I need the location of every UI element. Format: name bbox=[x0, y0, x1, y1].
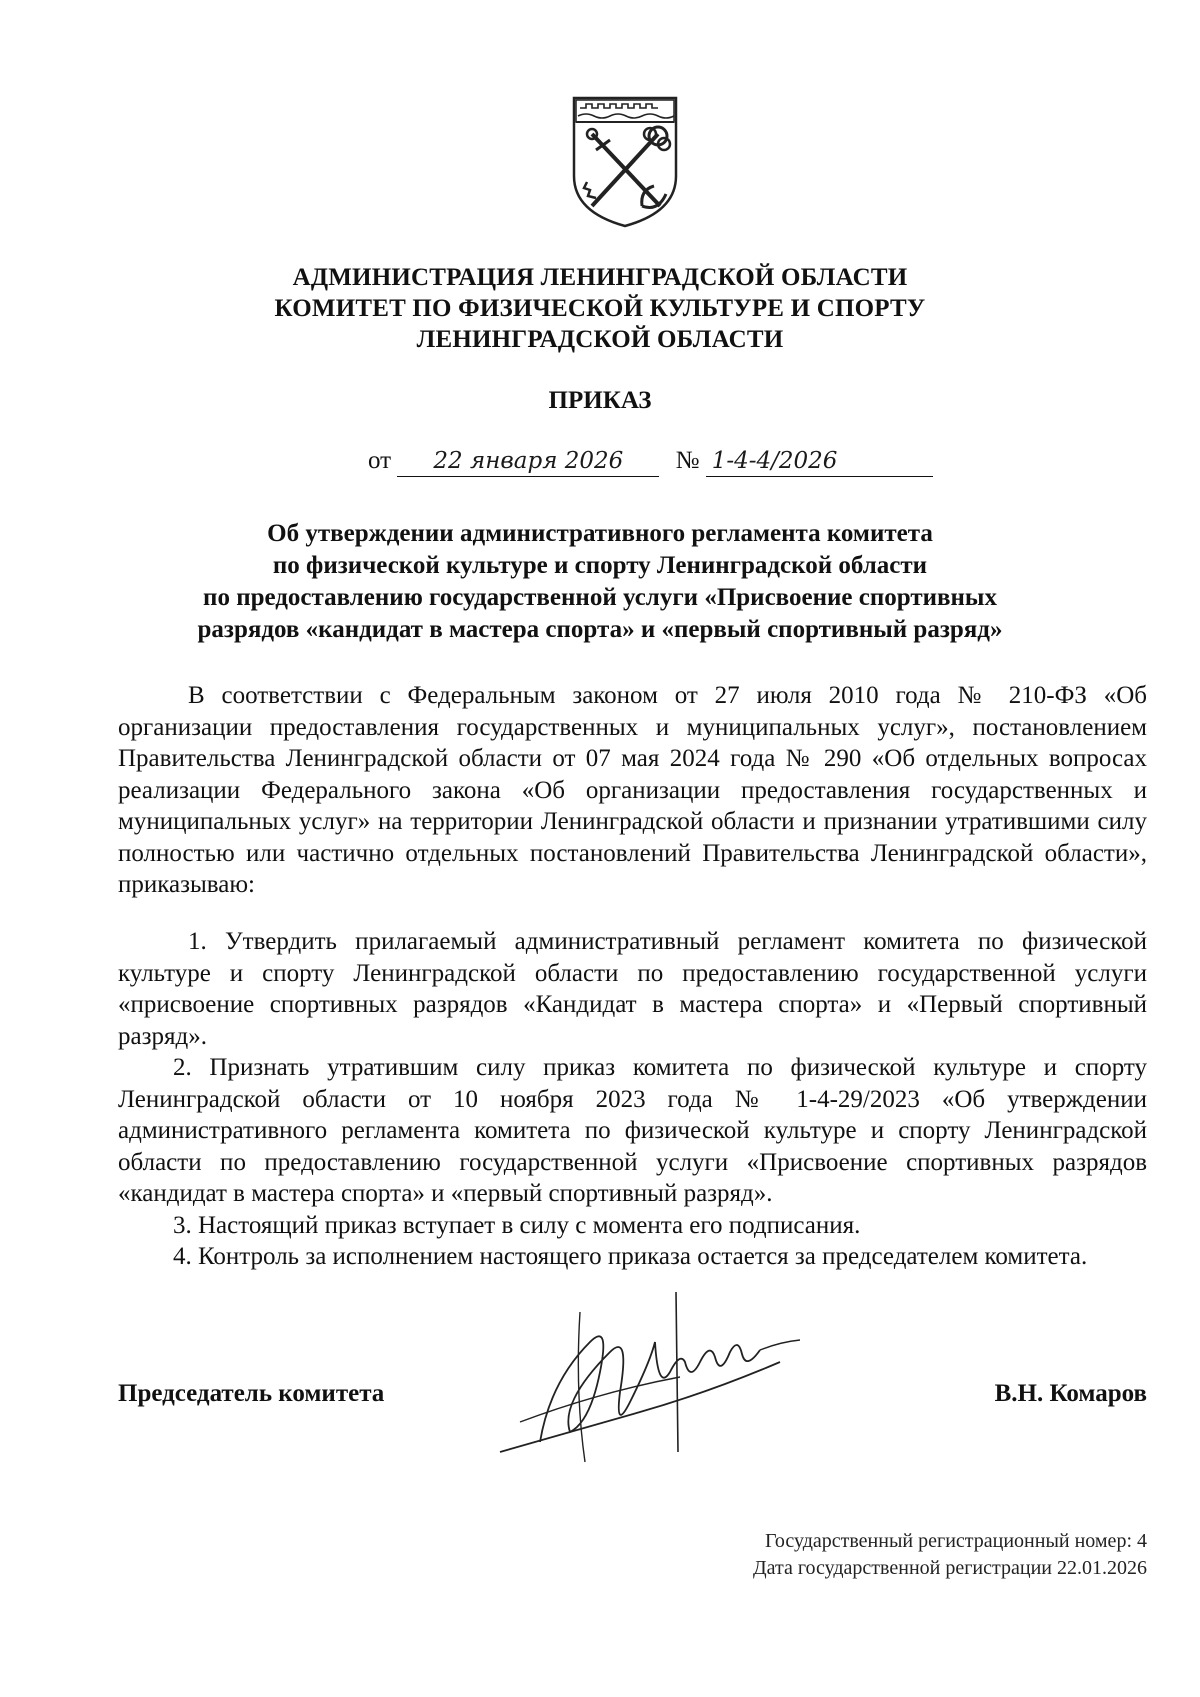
header-line-3: ЛЕНИНГРАДСКОЙ ОБЛАСТИ bbox=[416, 326, 784, 353]
registration-date: Дата государственной регистрации 22.01.2026 bbox=[752, 1557, 1147, 1579]
order-items bbox=[118, 926, 1147, 1273]
signatory-name: В.Н. Комаров bbox=[994, 1380, 1147, 1407]
subject-line-4: разрядов «кандидат в мастера спорта» и «первый спортивный разряд» bbox=[197, 616, 1003, 643]
number-sign: № bbox=[675, 447, 700, 474]
subject-line-1: Об утверждении административного регламента комитета bbox=[267, 520, 933, 547]
order-title: ПРИКАЗ bbox=[548, 387, 652, 414]
header-line-1: АДМИНИСТРАЦИЯ ЛЕНИНГРАДСКОЙ ОБЛАСТИ bbox=[292, 264, 908, 291]
order-number-handwritten: 1-4-4/2026 bbox=[706, 446, 933, 477]
order-subject bbox=[0, 518, 1200, 646]
registration-info bbox=[753, 1528, 1147, 1582]
order-item-1: 1. Утвердить прилагаемый административный регламент комитета по физической культуре и спорту Ленинградской области по предоставлению государственной услуги «присвоение спортивных разрядов «Кандидат в мастера спорта» и «Первый спортивный разряд». bbox=[118, 928, 1147, 1050]
order-date-handwritten: 22 января 2026 bbox=[397, 446, 659, 477]
preamble-paragraph: В соответствии с Федеральным законом от 27 июля 2010 года № 210-ФЗ «Об организации предоставления государственных и муниципальных услуг», постановлением Правительства Ленинградской области от 07 мая 2024 года № 290 «Об отдельных вопросах реализации Федерального закона «Об организации предоставления государственных и муниципальных услуг» на территории Ленинградской области и признании утратившими силу полностью или частично отдельных постановлений Правительства Ленинградской области», приказываю: bbox=[118, 682, 1147, 898]
order-item-2: 2. Признать утратившим силу приказ комитета по физической культуре и спорту Ленинградской области от 10 ноября 2023 года № 1-4-29/2023 «Об утверждении административного регламента комитета по физической культуре и спорту Ленинградской области по предоставлению государственной услуги «Присвоение спортивных разрядов «кандидат в мастера спорта» и «первый спортивный разряд». bbox=[118, 1054, 1147, 1207]
registration-number: Государственный регистрационный номер: 4 bbox=[765, 1530, 1147, 1552]
order-item-4: 4. Контроль за исполнением настоящего приказа остается за председателем комитета. bbox=[173, 1243, 1088, 1270]
order-item-3: 3. Настоящий приказ вступает в силу с момента его подписания. bbox=[173, 1211, 861, 1239]
preamble-section bbox=[118, 680, 1147, 901]
subject-line-2: по физической культуре и спорту Ленинградской области bbox=[272, 552, 928, 579]
date-prefix: от bbox=[368, 447, 392, 474]
coat-of-arms-icon bbox=[570, 94, 680, 230]
header-line-2: КОМИТЕТ ПО ФИЗИЧЕСКОЙ КУЛЬТУРЕ И СПОРТУ bbox=[274, 295, 926, 322]
subject-line-3: по предоставлению государственной услуги «Присвоение спортивных bbox=[203, 584, 997, 611]
signatory-position: Председатель комитета bbox=[118, 1380, 385, 1407]
organization-header bbox=[0, 262, 1200, 355]
handwritten-signature bbox=[480, 1282, 810, 1482]
order-date-number-line bbox=[368, 446, 933, 477]
